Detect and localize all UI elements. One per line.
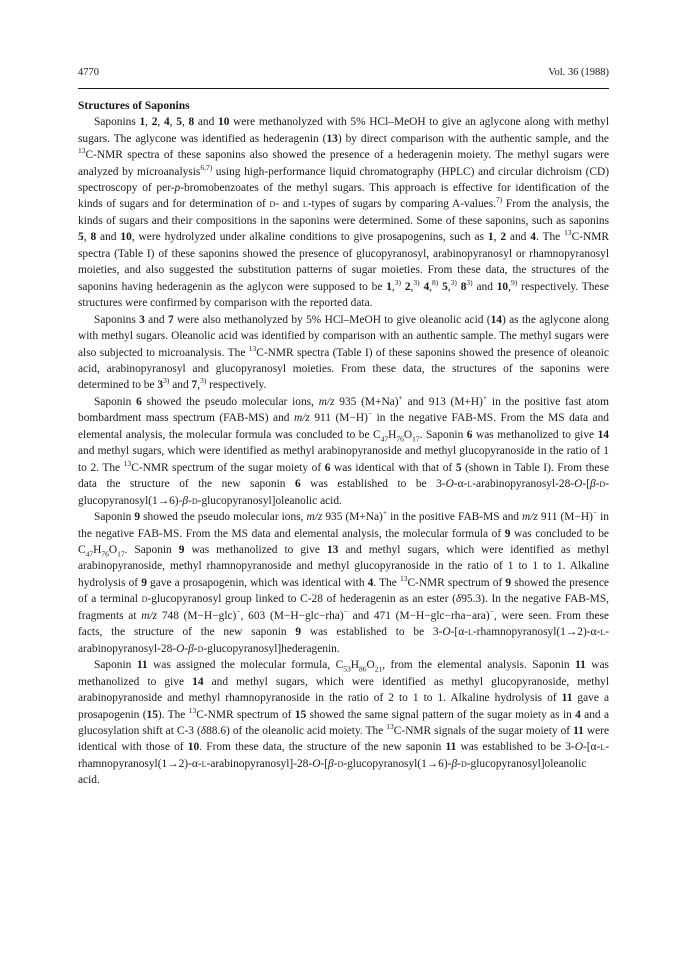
header-rule bbox=[78, 88, 609, 89]
page-number: 4770 bbox=[78, 67, 99, 78]
section-heading: Structures of Saponins bbox=[78, 100, 190, 112]
paragraph: Saponin 6 showed the pseudo molecular ions, m/z 935 (M+Na)+ and 913 (M+H)+ in the positive fast atom bombardment mass spectrum (FAB-MS) and m/z 911 (M−H)− in the negative FAB-MS. From the MS data and elemental analysis, the molecular formula was concluded to be $C_{47}H_{76}O_{17}$. Saponin 6 was methanolized to give 14 and methyl sugars, which were identified as methyl arabinopyranoside and methyl glucopyranoside in the ratio of 1 to 2. The $^{13}$C-NMR spectrum of the sugar moiety of 6 was identical with that of 5 (shown in Table I). From these data the structure of the new saponin 6 was established to be 3-O-α-l-arabinopyranosyl-28-O-[β-d-glucopyranosyl(1→6)-β-d-glucopyranosyl]oleanolic acid. bbox=[78, 393, 609, 507]
article-body bbox=[78, 114, 609, 789]
paragraph: Saponin 11 was assigned the molecular formula, $C_{53}H_{86}O_{21}$, from the elemental analysis. Saponin 11 was methanolized to give 14 and methyl sugars, which were identified as methyl glucopyranoside, methyl arabinopyranoside and methyl rhamnopyranoside in the ratio of 2 to 1 to 1. Alkaline hydrolysis of 11 gave a prosapogenin (15). The $^{13}$C-NMR spectrum of 15 showed the same signal pattern of the sugar moiety as in 4 and a glucosylation shift at C-3 (δ88.6) of the oleanolic acid moiety. The $^{13}$C-NMR signals of the sugar moiety of 11 were identical with those of 10. From these data, the structure of the new saponin 11 was established to be 3-O-[α-l-rhamnopyranosyl(1→2)-α-l-arabinopyranosyl]-28-O-[β-d-glucopyranosyl(1→6)-β-d-glucopyranosyl]oleanolic acid. bbox=[78, 659, 610, 787]
running-header bbox=[78, 66, 609, 80]
paragraph: Saponin 9 showed the pseudo molecular ions, m/z 935 (M+Na)+ in the positive FAB-MS and m/z 911 (M−H)− in the negative FAB-MS. From the MS data and elemental analysis, the molecular formula of 9 was concluded to be $C_{47}H_{76}O_{17}$. Saponin 9 was methanolized to give 13 and methyl sugars, which were identified as methyl arabinopyranoside, methyl rhamnopyranoside and methyl glucopyranoside in the ratio of 1 to 1 to 1. Alkaline hydrolysis of 9 gave a prosapogenin, which was identical with 4. The $^{13}$C-NMR spectrum of 9 showed the presence of a terminal d-glucopyranosyl group linked to C-28 of hederagenin as an ester (δ95.3). In the negative FAB-MS, fragments at m/z 748 (M−H−glc)−, 603 (M−H−glc−rha)− and 471 (M−H−glc−rha−ara)−, were seen. From these facts, the structure of the new saponin 9 was established to be 3-O-[α-l-rhamnopyranosyl(1→2)-α-l-arabinopyranosyl-28-O-β-d-glucopyranosyl]hederagenin. bbox=[78, 508, 609, 655]
journal-page bbox=[78, 66, 609, 789]
paragraph: Saponins 1, 2, 4, 5, 8 and 10 were methanolyzed with 5% HCl–MeOH to give an aglycone along with methyl sugars. The aglycone was identified as hederagenin (13) by direct comparison with the authentic sample, and the $^{13}$C-NMR spectra of these saponins also showed the presence of a hederagenin moiety. The methyl sugars were analyzed by microanalysis$^{6,7)}$ using high-performance liquid chromatography (HPLC) and circular dichroism (CD) spectroscopy of per-p-bromobenzoates of the methyl sugars. This approach is effective for identification of the kinds of sugars and for determination of d- and l-types of sugars by comparing A-values.$^{7)}$ From the analysis, the kinds of sugars and their compositions in the saponins were determined. Some of these saponins, such as saponins 5, 8 and 10, were hydrolyzed under alkaline conditions to give prosapogenins, such as 1, 2 and 4. The $^{13}$C-NMR spectra (Table I) of these saponins showed the presence of glucopyranosyl, arabinopyranosyl or rhamnopyranosyl moieties, and also suggested the substitution patterns of sugar moieties. From these data, the structures of the saponins having hederagenin as the aglycon were supposed to be 1,$^{3)}$ 2,$^{3)}$ 4,$^{8)}$ 5,$^{3)}$ 8$^{3)}$ and 10,$^{9)}$ respectively. These structures were confirmed by comparison with the reported data. bbox=[78, 116, 610, 310]
volume-label: Vol. 36 (1988) bbox=[548, 67, 609, 78]
paragraph: Saponins 3 and 7 were also methanolyzed by 5% HCl–MeOH to give oleanolic acid (14) as the aglycone along with methyl sugars. Oleanolic acid was identified by comparison with an authentic sample. The methyl sugars were also subjected to microanalysis. The $^{13}$C-NMR spectra (Table I) of these saponins showed the presence of oleanoic acid, arabinopyranosyl and glucopyranosyl moieties. From these data, the structures of the saponins were determined to be 3$^{3)}$ and 7,$^{3)}$ respectively. bbox=[78, 313, 609, 392]
